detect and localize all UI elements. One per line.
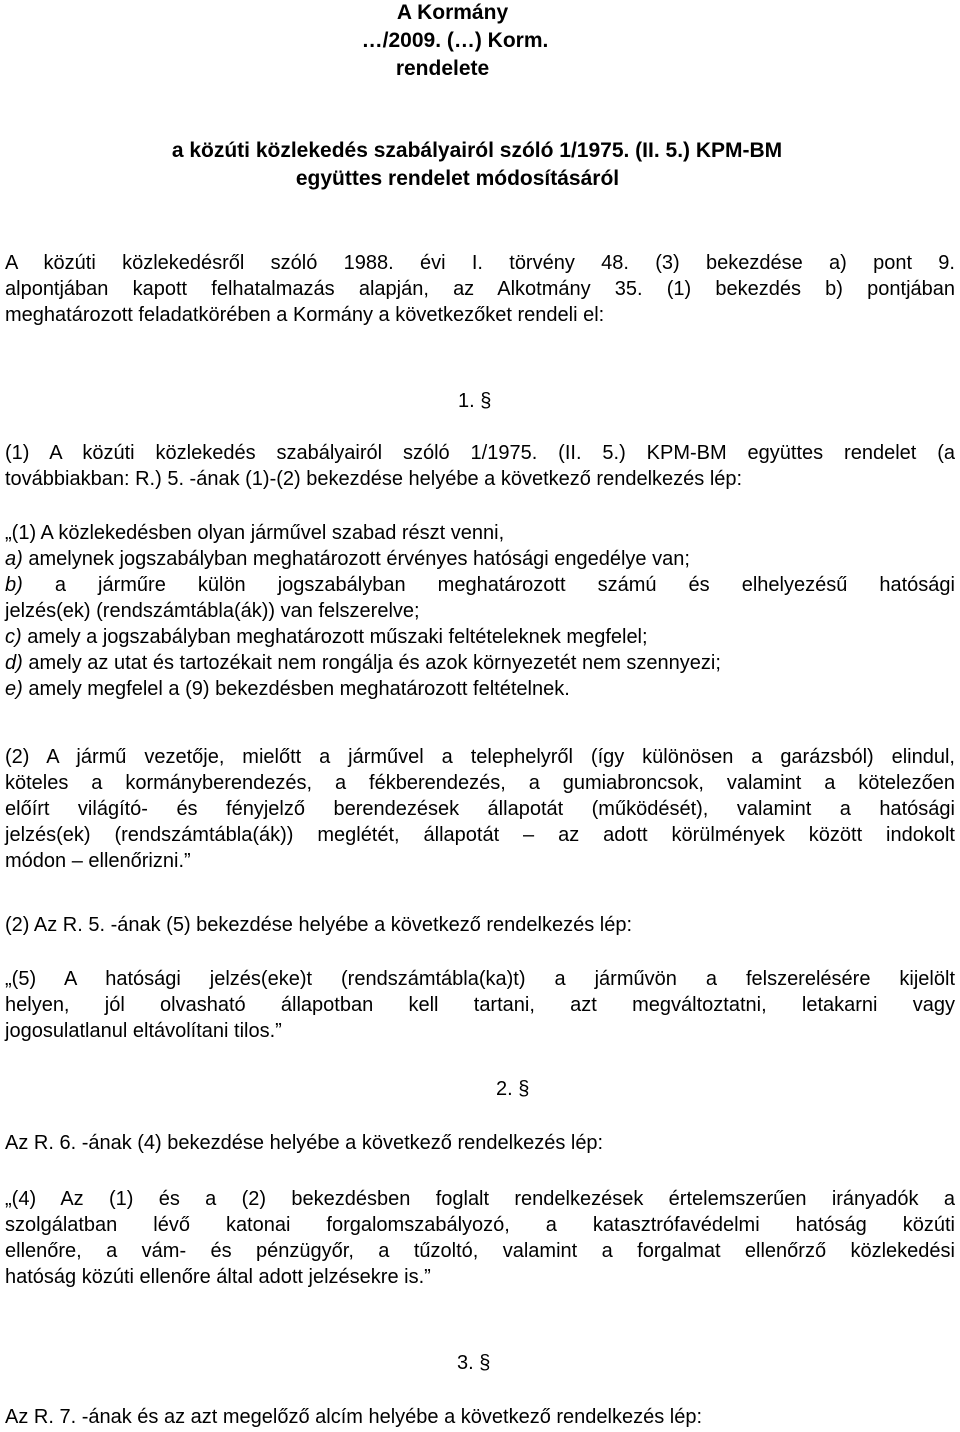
quote3-line-3: ellenőre, a vám- és pénzügyőr, a tűzoltó, valamint a forgalmat ellenőrző közlekedési <box>5 1240 955 1262</box>
preamble <box>5 250 955 328</box>
par1-line-2: továbbiakban: R.) 5. -ának (1)-(2) bekezdése helyébe a következő rendelkezés lép: <box>5 468 743 490</box>
par2-line: (2) Az R. 5. -ának (5) bekezdése helyébe a következő rendelkezés lép: <box>5 914 633 936</box>
title-line-2: …/2009. (…) Korm. <box>361 29 549 52</box>
q1p2-line-1: (2) A jármű vezetője, mielőtt a járművel a telephelyről (így különösen a garázsból) elindul, <box>5 746 955 768</box>
par4-line: Az R. 7. -ának és az azt megelőző alcím helyébe a következő rendelkezés lép: <box>5 1406 703 1428</box>
quote-3 <box>5 1186 955 1290</box>
preamble-line-1: A közúti közlekedésről szóló 1988. évi I. törvény 48. (3) bekezdése a) pont 9. <box>5 252 955 274</box>
item-c: c) amely a jogszabályban meghatározott műszaki feltételeknek megfelel; <box>5 626 648 648</box>
quote1-intro: „(1) A közlekedésben olyan járművel szabad részt venni, <box>5 522 505 544</box>
quote3-line-1: „(4) Az (1) és a (2) bekezdésben foglalt rendelkezések értelemszerűen irányadók a <box>5 1188 955 1210</box>
paragraph-1 <box>5 440 955 492</box>
preamble-line-2: alpontjában kapott felhatalmazás alapján, az Alkotmány 35. (1) bekezdés b) pontjában <box>5 278 955 300</box>
quote2-line-1: „(5) A hatósági jelzés(eke)t (rendszámtábla(ka)t) a járművön a felszerelésére kijelölt <box>5 968 955 990</box>
quote-1-paragraph-2 <box>5 744 955 874</box>
paragraph-4 <box>5 1404 955 1430</box>
item-b-line-2: jelzés(ek) (rendszámtábla(ák)) van felszerelve; <box>5 600 420 622</box>
quote3-line-2: szolgálatban lévő katonai forgalomszabályozó, a katasztrófavédelmi hatóság közúti <box>5 1214 955 1236</box>
par1-line-1: (1) A közúti közlekedés szabályairól szóló 1/1975. (II. 5.) KPM-BM együttes rendelet (a <box>5 442 955 464</box>
q1p2-line-4: jelzés(ek) (rendszámtábla(ák)) meglétét, állapotát – az adott körülmények között indokolt <box>5 824 955 846</box>
q1p2-line-5: módon – ellenőrizni.” <box>5 850 191 872</box>
paragraph-2 <box>5 912 955 938</box>
quote-2 <box>5 966 955 1044</box>
quote-1 <box>5 520 955 702</box>
title-block <box>0 0 960 82</box>
item-e: e) amely megfelel a (9) bekezdésben meghatározott feltételnek. <box>5 678 570 700</box>
item-b-line-1: b) a járműre külön jogszabályban meghatározott számú és elhelyezésű hatósági <box>5 574 955 596</box>
item-d: d) amely az utat és tartozékait nem rongálja és azok környezetét nem szennyezi; <box>5 652 721 674</box>
quote2-line-3: jogosulatlanul eltávolítani tilos.” <box>5 1020 282 1042</box>
section-sign-icon: § <box>479 1352 491 1374</box>
subject-line-2: együttes rendelet módosításáról <box>295 167 620 190</box>
section-1-heading: 1. § <box>458 390 492 412</box>
paragraph-3 <box>5 1130 955 1156</box>
par3-line: Az R. 6. -ának (4) bekezdése helyébe a következő rendelkezés lép: <box>5 1132 604 1154</box>
section-sign-icon: § <box>518 1078 530 1100</box>
q1p2-line-2: köteles a kormányberendezés, a fékberendezés, a gumiabroncsok, valamint a kötelezően <box>5 772 955 794</box>
title-line-1: A Kormány <box>396 1 509 24</box>
preamble-line-3: meghatározott feladatkörében a Kormány a következőket rendeli el: <box>5 304 605 326</box>
section-2-heading: 2. § <box>496 1078 530 1100</box>
title-line-3: rendelete <box>395 57 490 80</box>
section-sign-icon: § <box>480 390 492 412</box>
quote3-line-4: hatóság közúti ellenőre által adott jelzésekre is.” <box>5 1266 431 1288</box>
subject-line-1: a közúti közlekedés szabályairól szóló 1/1975. (II. 5.) KPM-BM <box>171 139 783 162</box>
subject-block <box>0 138 960 192</box>
q1p2-line-3: előírt világító- és fényjelző berendezések állapotát (működését), valamint a hatósági <box>5 798 955 820</box>
section-3-heading: 3. § <box>457 1352 491 1374</box>
quote2-line-2: helyen, jól olvasható állapotban kell tartani, azt megváltoztatni, letakarni vagy <box>5 994 955 1016</box>
item-a: a) amelynek jogszabályban meghatározott érvényes hatósági engedélye van; <box>5 548 690 570</box>
